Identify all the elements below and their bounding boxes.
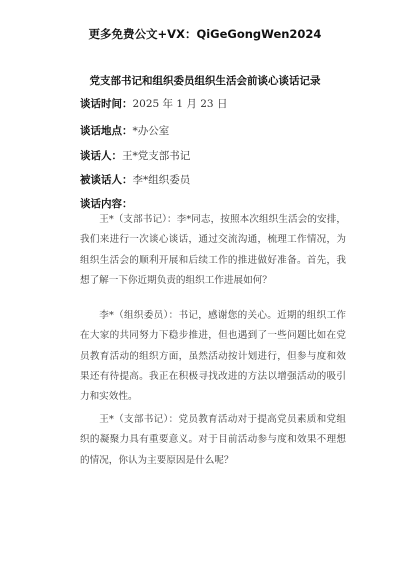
field-content-heading (80, 196, 133, 211)
field-label: 谈话时间： (80, 98, 133, 110)
paragraph: 王*（支部书记）：李*同志，按照本次组织生活会的安排，我们来进行一次谈心谈话，通过交流沟通，梳理工作情况，为组织生活会的顺利开展和后续工作的推进做好准备。首先，我想了解一下你近期负责的组织工作进展如何？ (80, 214, 346, 286)
document-title: 党支部书记和组织委员组织生活会前谈心谈话记录 (89, 75, 321, 87)
field-label: 谈话地点： (80, 125, 133, 137)
field-label: 被谈话人： (80, 174, 133, 186)
field-interviewee (80, 172, 190, 187)
field-value: *办公室 (132, 125, 170, 137)
field-interviewer (80, 148, 190, 163)
paragraph: 李*（组织委员）：书记，感谢您的关心。近期的组织工作在大家的共同努力下稳步推进，但也遇到了一些问题比如在党员教育活动的组织方面，虽然活动按计划进行，但参与度和效果还有待提高。我正在积极寻找改进的方法以增强活动的吸引力和实效性。 (80, 310, 346, 403)
field-location (80, 123, 169, 138)
field-value: 李*组织委员 (132, 174, 191, 186)
field-label: 谈话内容： (80, 198, 133, 210)
field-value: 王*党支部书记 (122, 150, 191, 162)
watermark-header: 更多免费公文+VX：QiGeGongWen2024 (88, 27, 322, 41)
paragraph: 王*（支部书记）：党员教育活动对于提高党员素质和党组织的凝聚力具有重要意义。对于目前活动参与度和效果不理想的情况，你认为主要原因是什么呢？ (80, 414, 346, 466)
field-time (80, 96, 227, 111)
field-label: 谈话人： (80, 150, 122, 162)
field-value: 2025 年 1 月 23 日 (132, 98, 228, 110)
